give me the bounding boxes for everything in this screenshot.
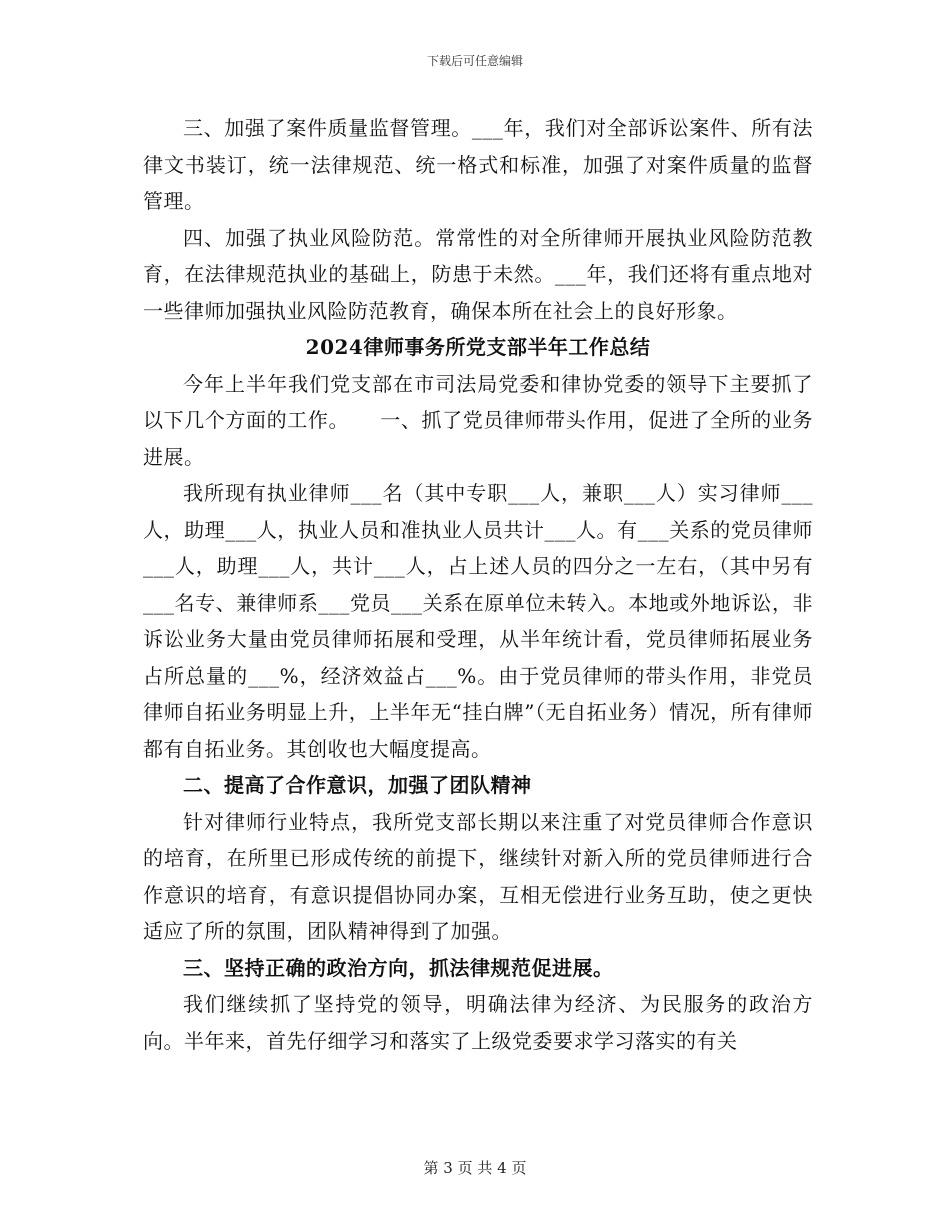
paragraph-teamwork: 针对律师行业特点，我所党支部长期以来注重了对党员律师合作意识的培育，在所里已形成传统的前提下，继续针对新入所的党员律师进行合作意识的培育，有意识提倡协同办案，互相无偿进行业务互助，使之更快适应了所的氛围，团队精神得到了加强。 — [143, 809, 813, 943]
paragraph-lawyer-stats: 我所现有执业律师___名（其中专职___人，兼职___人）实习律师___人，助理___人，执业人员和准执业人员共计___人。有___关系的党员律师___人，助理___人，共计___人，占上述人员的四分之一左右，（其中另有___名专、兼律师系___党员___关系在原单位未转入。本地或外地诉讼，非诉讼业务大量由党员律师拓展和受理，从半年统计看，党员律师拓展业务占所总量的___%，经济效益占___%。由于党员律师的带头作用，非党员律师自拓业务明显上升，上半年无“挂白牌”（无自拓业务）情况，所有律师都有自拓业务。其创收也大幅度提高。 — [143, 481, 813, 761]
page-header-note: 下载后可任意编辑 — [426, 54, 523, 68]
section-heading-political-direction: 三、坚持正确的政治方向，抓法律规范促进展。 — [183, 955, 614, 980]
section-heading-teamwork: 二、提高了合作意识，加强了团队精神 — [183, 773, 532, 797]
paragraph-political-direction: 我们继续抓了坚持党的领导，明确法律为经济、为民服务的政治方向。半年来，首先仔细学习和落实了上级党委要求学习落实的有关 — [143, 992, 813, 1053]
document-title: 2024律师事务所党支部半年工作总结 — [305, 335, 651, 359]
paragraph-case-quality: 三、加强了案件质量监督管理。___年，我们对全部诉讼案件、所有法律文书装订，统一法律规范、统一格式和标准，加强了对案件质量的监督管理。 — [143, 116, 813, 213]
page-number-footer: 第 3 页 共 4 页 — [423, 1159, 527, 1177]
paragraph-intro: 今年上半年我们党支部在市司法局党委和律协党委的领导下主要抓了以下几个方面的工作。 一、抓了党员律师带头作用，促进了全所的业务进展。 — [143, 371, 813, 469]
document-body — [143, 110, 813, 1059]
paragraph-risk-prevention: 四、加强了执业风险防范。常常性的对全所律师开展执业风险防范教育，在法律规范执业的基础上，防患于未然。___年，我们还将有重点地对一些律师加强执业风险防范教育，确保本所在社会上的良好形象。 — [143, 225, 813, 323]
